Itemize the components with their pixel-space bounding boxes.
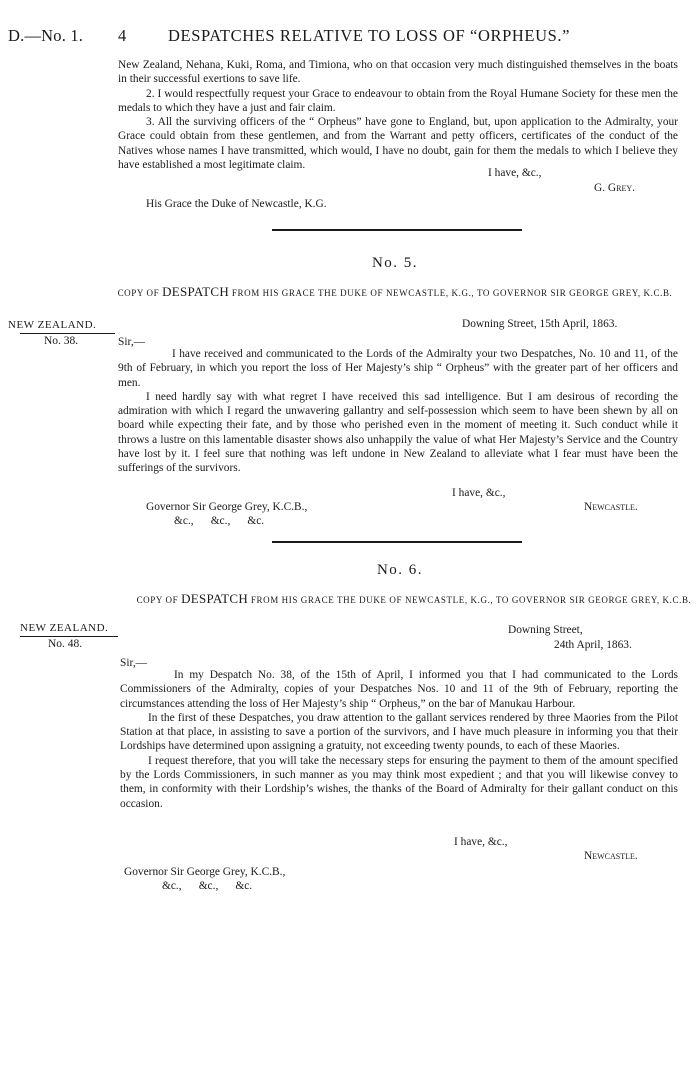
despatch-6-salutation: Sir,— xyxy=(120,657,148,669)
despatch-5-title xyxy=(110,285,680,300)
despatch-5-place-date: Downing Street, 15th April, 1863. xyxy=(462,318,618,330)
despatch-5-paragraph-2: I need hardly say with what regret I have received this sad intelligence. But I am desirous of recording the admiration with which I regard the unwavering gallantry and self-possession which seem to have been shewn by all on board while expecting their fate, and by those who perished even in the moment of meeting it. Such conduct while it throws a lustre on this lamentable disaster shows also unhappily the value of what Her Majesty’s Service and the Country have lost by it. I feel sure that nothing was left undone in New Zealand to alleviate what I fear must have been the sufferings of the survivors. xyxy=(118,390,678,475)
despatch-5-title-rest: FROM HIS GRACE THE DUKE OF NEWCASTLE, K.G., TO GOVERNOR SIR GEORGE GREY, K.C.B. xyxy=(231,288,673,298)
carryover-closing: I have, &c., xyxy=(488,167,542,179)
carryover-addressee: His Grace the Duke of Newcastle, K.G. xyxy=(146,198,327,210)
despatch-5-signature: Newcastle. xyxy=(584,501,638,513)
section-divider xyxy=(272,229,522,231)
carryover-section xyxy=(118,58,678,172)
page-number: 4 xyxy=(118,26,127,45)
despatch-6-title-rest: FROM HIS GRACE THE DUKE OF NEWCASTLE, K.G., TO GOVERNOR SIR GEORGE GREY, K.C.B. xyxy=(250,595,692,605)
despatch-5-addressee: Governor Sir George Grey, K.C.B., xyxy=(146,501,308,513)
despatch-6-margin-number: No. 48. xyxy=(48,638,83,650)
despatch-5-salutation: Sir,— xyxy=(118,336,146,348)
despatch-5-margin-number: No. 38. xyxy=(44,335,79,347)
despatch-6-date: 24th April, 1863. xyxy=(554,639,632,651)
despatch-6-signature: Newcastle. xyxy=(584,850,638,862)
despatch-6-despatch-word: DESPATCH xyxy=(181,591,249,606)
despatch-6-body xyxy=(120,668,678,811)
despatch-5-paragraph-1: I have received and communicated to the Lords of the Admiralty your two Despatches, No. 10 and 11, of the 9th of February, in which you report the loss of Her Majesty’s ship “ Orpheus” with the greater part of her officers and men. xyxy=(118,348,678,389)
carryover-paragraph-1: New Zealand, Nehana, Kuki, Roma, and Timiona, who on that occasion very much distinguished themselves in the boats in their successful exertions to save life. xyxy=(118,59,678,86)
despatch-6-paragraph-2: In the first of these Despatches, you draw attention to the gallant services rendered by three Maories from the Pilot Station at that place, in assisting to save a portion of the survivors, and I have much pleasure in informing you that their Lordships have determined upon assigning a gratuity, not exceeding twenty pounds, to each of these Maories. xyxy=(120,711,678,753)
despatch-5-closing: I have, &c., xyxy=(452,487,506,499)
despatch-6-margin-colony: NEW ZEALAND. xyxy=(20,622,109,634)
despatch-5-etc: &c., &c., &c. xyxy=(174,515,265,527)
despatch-6-copy-word: COPY OF xyxy=(136,595,179,605)
despatch-6-paragraph-1: In my Despatch No. 38, of the 15th of April, I informed you that I had communicated to the Lords Commissioners of the Admiralty, copies of your Despatches Nos. 10 and 11 of the 9th of February, reporting the circumstances attending the loss of Her Majesty’s ship “ Orpheus,” on the bar of Manukau Harbour. xyxy=(120,669,678,710)
despatch-6-etc: &c., &c., &c. xyxy=(162,880,253,892)
carryover-paragraph-3: 3. All the surviving officers of the “ Orpheus” have gone to England, but, upon application to the Admiralty, your Grace could obtain from these gentlemen, and from the Warrant and petty officers, certificates of the conduct of the Natives whose names I have transmitted, which would, I have no doubt, gain for them the medals to which I believe they have established a most legitimate claim. xyxy=(118,116,678,172)
despatch-6-place: Downing Street, xyxy=(508,624,583,636)
page-title: DESPATCHES RELATIVE TO LOSS OF “ORPHEUS.” xyxy=(168,26,571,45)
doc-code: D.—No. 1. xyxy=(8,26,84,45)
despatch-5-copy-word: COPY OF xyxy=(117,288,160,298)
despatch-6-addressee: Governor Sir George Grey, K.C.B., xyxy=(124,866,286,878)
despatch-5-despatch-word: DESPATCH xyxy=(162,284,230,299)
despatch-5-margin-colony: NEW ZEALAND. xyxy=(8,319,97,331)
despatch-5-body xyxy=(118,347,678,476)
despatch-6-title xyxy=(128,592,700,607)
despatch-6-closing: I have, &c., xyxy=(454,836,508,848)
despatch-5-heading: No. 5. xyxy=(371,255,419,271)
section-divider xyxy=(272,541,522,543)
despatch-6-paragraph-3: I request therefore, that you will take the necessary steps for ensuring the payment to them of the amount specified by the Lords Commissioners, in such manner as you may think most expedient ; and that you will likewise convey to them, in conformity with their Lordship’s wishes, the thanks of the Board of Admiralty for their gallant conduct on this occasion. xyxy=(120,754,678,810)
despatch-6-heading: No. 6. xyxy=(376,562,424,578)
carryover-signature: G. Grey. xyxy=(594,182,635,194)
carryover-paragraph-2: 2. I would respectfully request your Grace to endeavour to obtain from the Royal Humane Society for these men the medals to which they have a just and fair claim. xyxy=(118,87,678,114)
